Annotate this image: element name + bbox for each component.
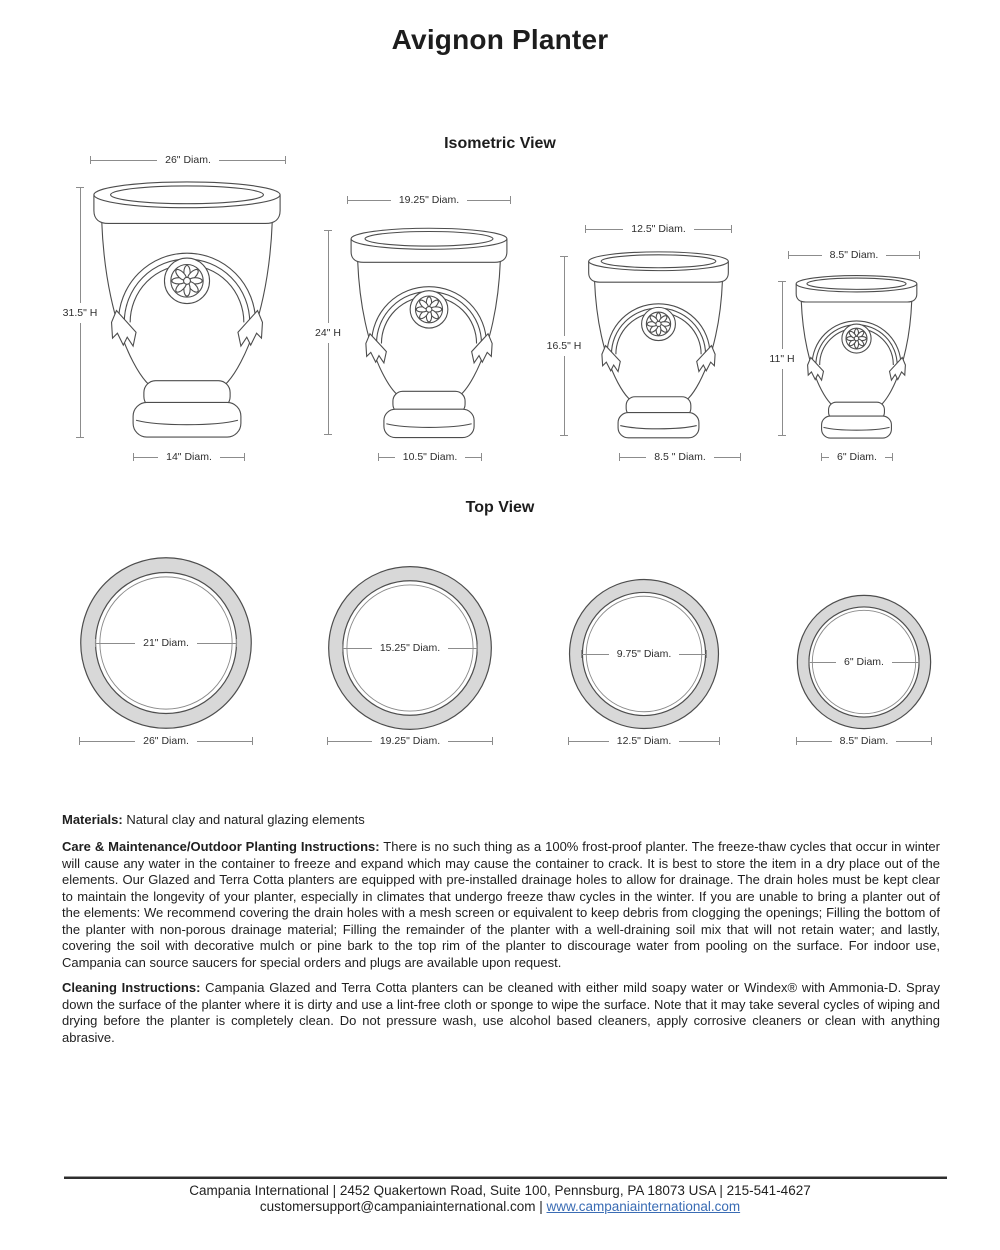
dim-line [892, 662, 919, 663]
dim-tick [719, 737, 720, 745]
dim-line [822, 457, 829, 458]
dim-tick [706, 650, 707, 658]
top-view-heading: Top View [465, 499, 535, 516]
dim-line [197, 643, 236, 644]
dim-inner-diameter-circle4 [808, 655, 920, 669]
dim-line [586, 229, 623, 230]
dim-inner-diameter-circle3 [581, 647, 707, 661]
dim-outer-diameter-circle1 [79, 734, 253, 748]
dim-line [448, 648, 477, 649]
dim-tick [919, 251, 920, 259]
dim-label: 8.5" Diam. [839, 735, 889, 747]
planter-drawing-1 [89, 178, 285, 440]
materials-text: Natural clay and natural glazing elements [122, 812, 365, 827]
dim-tick [560, 435, 568, 436]
dim-base-diameter-planter3 [619, 450, 741, 464]
footer-address-line: Campania International | 2452 Quakertown Road, Suite 100, Pennsburg, PA 18073 USA | 215-541-4627 [189, 1183, 811, 1198]
dim-tick [510, 196, 511, 204]
dim-line [782, 282, 783, 349]
dim-label: 19.25" Diam. [379, 735, 441, 747]
dim-inner-diameter-circle2 [342, 641, 478, 655]
dim-top-diameter-planter2 [347, 193, 511, 207]
cleaning-paragraph [62, 980, 940, 1046]
dim-tick [919, 658, 920, 666]
dim-label: 16.5" H [546, 340, 582, 352]
dim-tick [740, 453, 741, 461]
dim-tick [324, 434, 332, 435]
dim-line [564, 257, 565, 336]
dim-line [620, 457, 646, 458]
dim-label: 31.5" H [62, 306, 98, 319]
dim-label: 6" Diam. [837, 451, 877, 463]
dim-line [328, 741, 372, 742]
dim-line [467, 200, 510, 201]
footer-separator: | [535, 1199, 547, 1214]
dim-outer-diameter-circle3 [568, 734, 720, 748]
dim-top-diameter-planter4 [788, 248, 920, 262]
dim-label: 21" Diam. [143, 637, 189, 649]
dim-top-diameter-planter1 [90, 153, 286, 167]
dim-label: 8.5 " Diam. [654, 451, 706, 463]
dim-line [886, 255, 919, 256]
dim-label: 19.25" Diam. [398, 194, 460, 206]
dim-label: 26" Diam. [165, 154, 211, 166]
dim-line [328, 231, 329, 323]
dim-line [220, 457, 244, 458]
dim-tick [285, 156, 286, 164]
dim-top-diameter-planter3 [585, 222, 732, 236]
materials-label: Materials: [62, 812, 123, 827]
dim-tick [236, 639, 237, 647]
isometric-view-heading: Isometric View [444, 135, 556, 152]
dim-label: 9.75" Diam. [616, 648, 672, 660]
dim-line [197, 741, 252, 742]
dim-line [896, 741, 931, 742]
dim-label: 12.5" Diam. [616, 735, 672, 747]
dim-label: 26" Diam. [143, 735, 189, 747]
dim-tick [477, 644, 478, 652]
dim-outer-diameter-circle2 [327, 734, 493, 748]
dim-tick [892, 453, 893, 461]
dim-line [348, 200, 391, 201]
dim-label: 24" H [315, 326, 341, 339]
dim-line [328, 343, 329, 435]
cleaning-text: Campania Glazed and Terra Cotta planters can be cleaned with either mild soapy water or Windex® with Ammonia-D. Spray down the surface of the planter where it is dirty and use a lint-free cloth or sponge to wipe the surface. Note that it may take several cycles of wiping and drying before the planter is completely clean. Do not pressure wash, use alcohol based cleaners, apply corrosive cleaners or clean with anything abrasive. [62, 980, 940, 1045]
dim-line [782, 369, 783, 436]
dim-label: 10.5" Diam. [402, 451, 458, 463]
dim-line [343, 648, 372, 649]
page-title: Avignon Planter [391, 24, 609, 55]
dim-line [80, 323, 81, 438]
dim-label: 8.5" Diam. [829, 249, 879, 261]
dim-tick [931, 737, 932, 745]
dim-line [219, 160, 285, 161]
dim-line [379, 457, 395, 458]
dim-line [91, 160, 157, 161]
planter-drawing-3 [585, 249, 732, 440]
dim-line [679, 654, 706, 655]
dim-line [694, 229, 731, 230]
dim-label: 15.25" Diam. [379, 642, 441, 654]
dim-line [569, 741, 609, 742]
dim-line [809, 662, 836, 663]
dim-label: 11" H [769, 352, 795, 365]
dim-line [134, 457, 158, 458]
dim-line [448, 741, 492, 742]
materials-paragraph [62, 812, 940, 829]
cleaning-label: Cleaning Instructions: [62, 980, 201, 995]
dim-tick [481, 453, 482, 461]
care-text: There is no such thing as a 100% frost-proof planter. The freeze-thaw cycles that occur in winter will cause any water in the container to freeze and expand which may cause the container to crack. It is best to store the item in a dry place out of the elements. Our Glazed and Terra Cotta planters are equipped with pre-installed drainage holes to allow for drainage. The drain holes must be kept clear to maintain the longevity of your planter, especially in climates that undergo freeze thaw cycles in the winter. If you are unable to bring a planter out of the elements: We recommend covering the drain holes with a mesh screen or equivalent to keep debris from clogging the openings; Filling the bottom of the planter with non-porous drainage material; Filling the remainder of the planter with a well-draining soil mix that will not retain water; and lastly, covering the soil with decorative mulch or pine bark to the top rim of the planter to discourage water from pooling on the surface. For indoor use, Campania can source saucers for special orders and plugs are available upon request. [62, 839, 940, 970]
footer-website-link[interactable]: www.campaniainternational.com [546, 1199, 741, 1214]
dim-line [80, 741, 135, 742]
footer-email: customersupport@campaniainternational.com [259, 1199, 536, 1214]
dim-tick [252, 737, 253, 745]
footer-contact-line [0, 1199, 1000, 1214]
dim-tick [244, 453, 245, 461]
dim-line [564, 356, 565, 435]
care-label: Care & Maintenance/Outdoor Planting Instructions: [62, 839, 380, 854]
dim-base-diameter-planter1 [133, 450, 245, 464]
dim-label: 6" Diam. [844, 656, 884, 668]
dim-line [679, 741, 719, 742]
dim-base-diameter-planter2 [378, 450, 482, 464]
dim-tick [778, 435, 786, 436]
dim-line [80, 188, 81, 303]
footer-divider [64, 1176, 947, 1179]
dim-tick [731, 225, 732, 233]
dim-line [789, 255, 822, 256]
planter-drawing-4 [793, 273, 920, 440]
dim-line [714, 457, 740, 458]
dim-outer-diameter-circle4 [796, 734, 932, 748]
dim-tick [76, 437, 84, 438]
dim-tick [492, 737, 493, 745]
dim-line [96, 643, 135, 644]
care-paragraph [62, 839, 940, 971]
dim-line [885, 457, 892, 458]
dim-label: 14" Diam. [166, 451, 212, 463]
dim-inner-diameter-circle1 [95, 636, 237, 650]
dim-label: 12.5" Diam. [631, 223, 686, 235]
dim-base-diameter-planter4 [821, 450, 893, 464]
planter-drawing-2 [347, 225, 511, 440]
dim-line [465, 457, 481, 458]
dim-line [582, 654, 609, 655]
dim-line [797, 741, 832, 742]
